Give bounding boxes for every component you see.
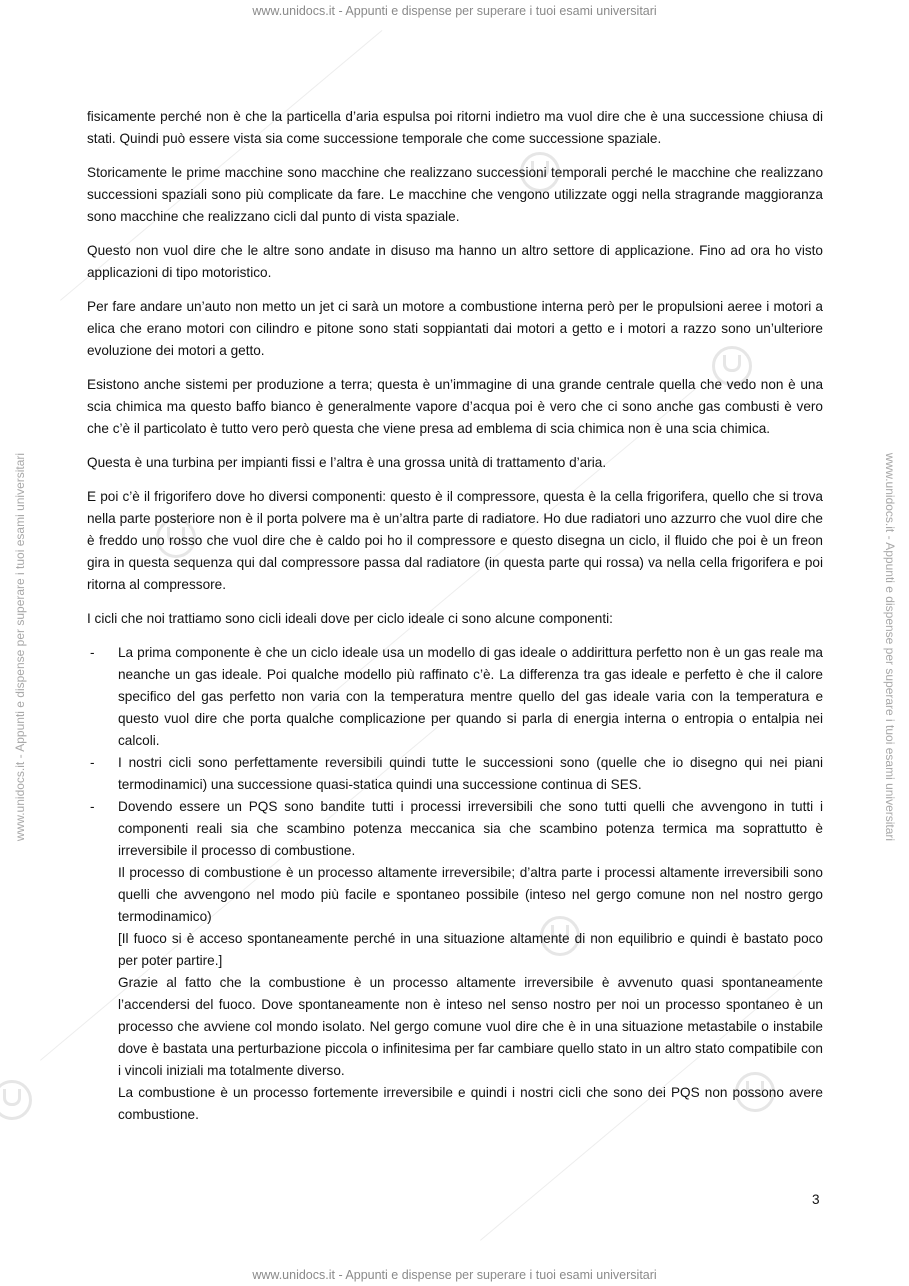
list-item-continuation: Grazie al fatto che la combustione è un processo altamente irreversibile è avvenuto quasi spontaneamente l’accendersi del fuoco. Dove spontaneamente non è inteso nel senso nostro per noi un processo spontaneo è un processo che avviene col mondo isolato. Nel gergo comune vuol dire che è in una situazione metastabile o instabile dove è bastata una perturbazione piccola o infinitesima per far cambiare quello stato in un altro stato compatibile con i vincoli iniziali ma totalmente diverso. xyxy=(118,975,823,1078)
bullet-dash: - xyxy=(90,755,95,770)
bullet-dash: - xyxy=(90,799,95,814)
list-item-text: La prima componente è che un ciclo ideale usa un modello di gas ideale o addirittura perfetto non è un gas reale ma neanche un gas ideale. Poi qualche modello più raffinato c’è. La differenza tra gas ideale e perfetto è che il calore specifico del gas perfetto non varia con la temperatura mentre quello del gas ideale varia con la temperatura e questo vuol dire che porta qualche complicazione per quando si parla di energia interna o entropia o entalpia nei calcoli. xyxy=(118,645,823,748)
footer-watermark: www.unidocs.it - Appunti e dispense per superare i tuoi esami universitari xyxy=(252,1268,657,1282)
paragraph: Questo non vuol dire che le altre sono andate in disuso ma hanno un altro settore di applicazione. Fino ad ora ho visto applicazioni di tipo motoristico. xyxy=(87,243,823,280)
paragraph: Per fare andare un’auto non metto un jet ci sarà un motore a combustione interna però per le propulsioni aeree i motori a elica che erano motori con cilindro e pitone sono stati soppiantati dai motori a getto e i motori a razzo sono un’ulteriore evoluzione dei motori a getto. xyxy=(87,299,823,358)
list-item-text: I nostri cicli sono perfettamente reversibili quindi tutte le successioni sono (quelle che io disegno qui nei piani termodinamici) una successione quasi-statica quindi una successione continua di SES. xyxy=(118,755,823,792)
list-item xyxy=(87,642,823,752)
list-item-continuation: Il processo di combustione è un processo altamente irreversibile; d’altra parte i processi altamente irreversibili sono quelli che avvengono nel modo più facile e spontaneo possibile (inteso nel gergo comune non nel nostro gergo termodinamico) xyxy=(118,865,823,924)
list-item xyxy=(87,796,823,1126)
paragraph: E poi c’è il frigorifero dove ho diversi componenti: questo è il compressore, questa è la cella frigorifera, quello che si trova nella parte posteriore non è il porta polvere ma è un’altra parte di radiatore. Ho due radiatori uno azzurro che vuol dire che è freddo uno rosso che vuol dire che è caldo poi ho il compressore e questo disegna un ciclo, il fluido che poi è un freon gira in questa sequenza qui dal compressore passa dal radiatore (in questa parte qui rossa) va nella cella frigorifera e poi ritorna al compressore. xyxy=(87,489,823,592)
list-item-continuation: La combustione è un processo fortemente irreversibile e quindi i nostri cicli che sono dei PQS non possono avere combustione. xyxy=(118,1085,823,1122)
list-item xyxy=(87,752,823,796)
list-item-text: Dovendo essere un PQS sono bandite tutti i processi irreversibili che sono tutti quelli che avvengono in tutti i componenti reali sia che scambino potenza meccanica sia che scambino potenza termica ma soprattutto è irreversibile il processo di combustione. xyxy=(118,799,823,858)
page-number: 3 xyxy=(812,1192,820,1207)
document-body xyxy=(87,106,823,1126)
watermark-logo-icon xyxy=(0,1080,32,1120)
bullet-list xyxy=(87,642,823,1126)
header-watermark: www.unidocs.it - Appunti e dispense per superare i tuoi esami universitari xyxy=(252,4,657,18)
paragraph: Questa è una turbina per impianti fissi e l’altra è una grossa unità di trattamento d’aria. xyxy=(87,455,607,470)
bullet-dash: - xyxy=(90,645,95,660)
paragraph: I cicli che noi trattiamo sono cicli ideali dove per ciclo ideale ci sono alcune componenti: xyxy=(87,611,613,626)
left-side-watermark: www.unidocs.it - Appunti e dispense per superare i tuoi esami universitari xyxy=(13,452,27,842)
paragraph: fisicamente perché non è che la particella d’aria espulsa poi ritorni indietro ma vuol dire che è una successione chiusa di stati. Quindi può essere vista sia come successione temporale che come successione spaziale. xyxy=(87,109,823,146)
paragraph: Storicamente le prime macchine sono macchine che realizzano successioni temporali perché le macchine che realizzano successioni spaziali sono più complicate da fare. Le macchine che vengono utilizzate oggi nella stragrande maggioranza sono macchine che realizzano cicli dal punto di vista spaziale. xyxy=(87,165,823,224)
list-item-continuation: [Il fuoco si è acceso spontaneamente perché in una situazione altamente di non equilibrio e quindi è bastato poco per poter partire.] xyxy=(118,931,823,968)
paragraph: Esistono anche sistemi per produzione a terra; questa è un’immagine di una grande centrale quella che vedo non è una scia chimica ma questo baffo bianco è generalmente vapore d’acqua poi è vero che ci sono anche gas combusti è vero che c’è il particolato è tutto vero però questa che viene presa ad emblema di scia chimica non è una scia chimica. xyxy=(87,377,823,436)
right-side-watermark: www.unidocs.it - Appunti e dispense per superare i tuoi esami universitari xyxy=(883,452,897,842)
